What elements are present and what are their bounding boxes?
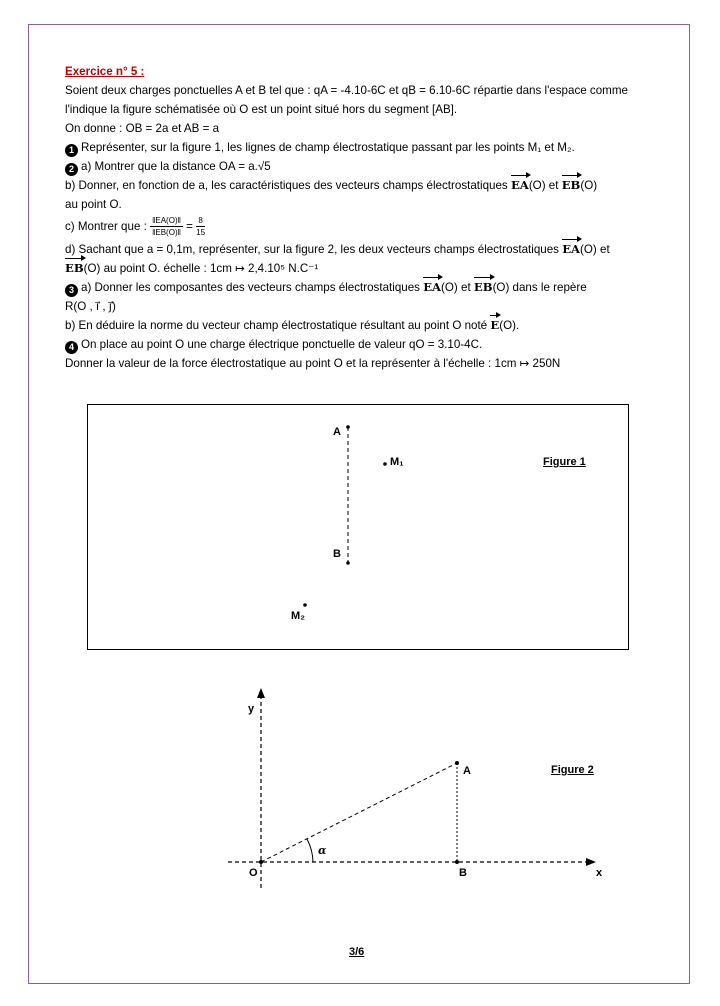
point-b-fig2 [455,860,459,864]
figure-2-title: Figure 2 [551,764,594,776]
label-x: x [596,867,603,879]
question-2b-line2: au point O. [65,198,122,211]
question-3a-end: (O) dans le repère [492,281,587,294]
vector-ea-3a: EA [423,278,441,297]
label-b-fig2: B [459,867,467,879]
question-2d-end: (O) et [580,243,610,256]
vector-ea: EA [511,176,529,195]
vector-eb: EB [562,176,581,195]
number-2-icon: 2 [65,163,78,176]
final-question: Donner la valeur de la force électrostatique au point O et la représenter à l'échelle : 1cm ↦ 250N [65,357,561,370]
question-3b-end: (O). [499,319,520,332]
question-2b-and: (O) et [528,179,559,192]
vector-eb-3a: EB [474,278,493,297]
figure-1-title: Figure 1 [543,456,586,468]
ratio-equals: = [186,220,193,233]
question-3a-frame: R(O , i⃗ , j⃗) [65,300,116,313]
label-alpha: α [318,844,327,857]
question-2b-end: (O) [580,179,598,192]
x-axis-arrow-icon [586,858,596,866]
question-3a-and: (O) et [441,281,471,294]
point-a-fig2 [455,761,459,765]
label-m1: M₁ [390,456,404,468]
label-a: A [333,426,341,438]
question-3a-text: a) Donner les composantes des vecteurs champs électrostatiques [81,281,420,294]
ratio-numerator: ‖EA(O)‖ [152,216,181,226]
question-2d-text: d) Sachant que a = 0,1m, représenter, sur la figure 2, les deux vecteurs champs électrostatiques [65,243,559,256]
label-a-fig2: A [463,765,471,777]
label-o: O [249,867,258,879]
ratio-value-denominator: 15 [196,228,206,238]
label-y: y [248,703,255,715]
ratio-value-numerator: 8 [196,215,205,227]
given-line: On donne : OB = 2a et AB = a [65,122,220,135]
vector-ea-2d: EA [562,240,580,259]
intro-line-1: Soient deux charges ponctuelles A et B tel que : qA = -4.10-6C et qB = 6.10-6C répartie dans l'espace comme [65,84,628,97]
vector-e: E [490,316,499,335]
intro-line-2: l'indique la figure schématisée où O est un point situé hors du segment [AB]. [65,103,458,116]
y-axis-arrow-icon [257,688,265,698]
exercise-title: Exercice n° 5 : [65,65,145,78]
question-2a-text: a) Montrer que la distance OA = a.√5 [81,160,271,173]
question-2b-text: b) Donner, en fonction de a, les caractéristiques des vecteurs champs électrostatiques [65,179,508,192]
page-number: 3/6 [349,946,365,958]
number-4-icon: 4 [65,341,78,354]
question-3b-text: b) En déduire la norme du vecteur champ électrostatique résultant au point O noté [65,319,488,332]
point-o [259,860,263,864]
number-3-icon: 3 [65,284,78,297]
question-2d-scale: (O) au point O. échelle : 1cm ↦ 2,4.10⁵ N.C⁻¹ [83,262,319,275]
number-1-icon: 1 [65,144,78,157]
question-4-text: On place au point O une charge électrique ponctuelle de valeur qO = 3.10-4C. [81,338,483,351]
ratio-denominator: ‖EB(O)‖ [152,228,181,238]
angle-alpha-arc [307,839,313,862]
question-2c-text: c) Montrer que : [65,220,147,233]
question-1-text: Représenter, sur la figure 1, les lignes de champ électrostatique passant par les points M₁ et M₂. [81,141,575,154]
vector-eb-2d: EB [65,259,84,278]
label-m2: M₂ [291,610,306,622]
label-b: B [333,548,341,560]
segment-oa [261,763,457,862]
